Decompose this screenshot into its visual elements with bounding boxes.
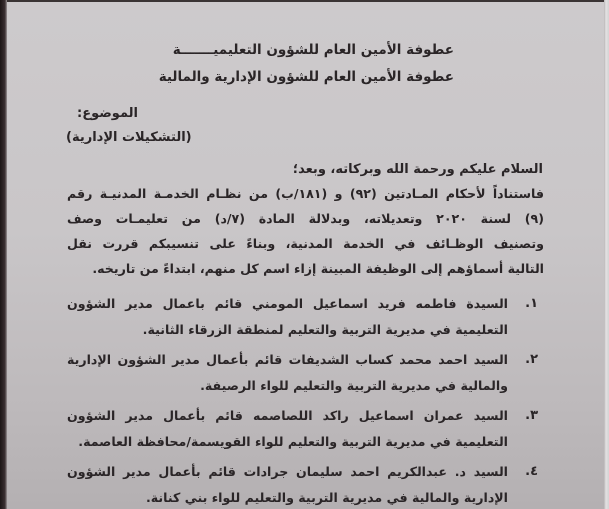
list-item-line: السيد د. عبدالكريم احمد سليمان جرادات قائم بأعمال مدير الشؤون	[67, 464, 508, 479]
subject-label: الموضوع:	[77, 106, 138, 121]
letter-body	[7, 2, 604, 509]
list-item-number: ٤.	[525, 464, 538, 479]
body-line: وتصنيف الوظـائف في الخدمة المدنية، وبناءً على تنسيبكم قررت نقل	[67, 236, 544, 251]
list-item-line: السيدة فاطمه فريد اسماعيل المومني قائم باعمال مدير الشؤون	[67, 296, 508, 311]
list-item-line: السيد عمران اسماعيل راكد اللصاصمه قائم بأعمال مدير الشؤون	[67, 408, 508, 423]
body-line: التالية أسماؤهم إلى الوظيفة المبينة إزاء اسم كل منهم، ابتداءً من تاريخه.	[92, 261, 544, 276]
list-item-line: التعليمية في مديرية التربية والتعليم للواء القويسمة/محافظة العاصمة.	[78, 434, 508, 449]
list-item-line: السيد احمد محمد كساب الشديفات قائم بأعمال مدير الشؤون الإدارية	[67, 352, 508, 367]
addressee-line-2: عطوفة الأمين العام للشؤون الإدارية والمالية	[158, 69, 454, 85]
list-item-line: والمالية في مديرية التربية والتعليم للواء الرصيفة.	[200, 378, 508, 393]
addressee-line-1: عطوفة الأمين العام للشؤون التعليميـــــــة	[172, 42, 454, 58]
photo-edge-left	[0, 0, 7, 509]
list-item-number: ٣.	[525, 408, 538, 423]
list-item-line: التعليمية في مديرية التربية والتعليم لمنطقة الزرقاء الثانية.	[142, 322, 508, 337]
list-item-number: ٢.	[525, 352, 538, 367]
photo-edge-right	[604, 0, 609, 509]
body-line: (٩) لسنة ٢٠٢٠ وتعديلاته، وبدلالة المادة (٧/د) من تعليمـات وصف	[67, 211, 544, 226]
list-item-line: الإدارية والمالية في مديرية التربية والتعليم للواء بني كنانة.	[146, 490, 508, 505]
subject-value: (التشكيلات الإدارية)	[66, 130, 192, 145]
list-item-number: ١.	[525, 296, 538, 311]
greeting: السلام عليكم ورحمة الله وبركاته، وبعد؛	[292, 162, 543, 177]
document-page	[7, 2, 604, 509]
body-line: فاستناداً لأحكام المـادتين (٩٢) و (١٨١/ب) من نظـام الخدمـة المدنيـة رقم	[67, 186, 545, 201]
